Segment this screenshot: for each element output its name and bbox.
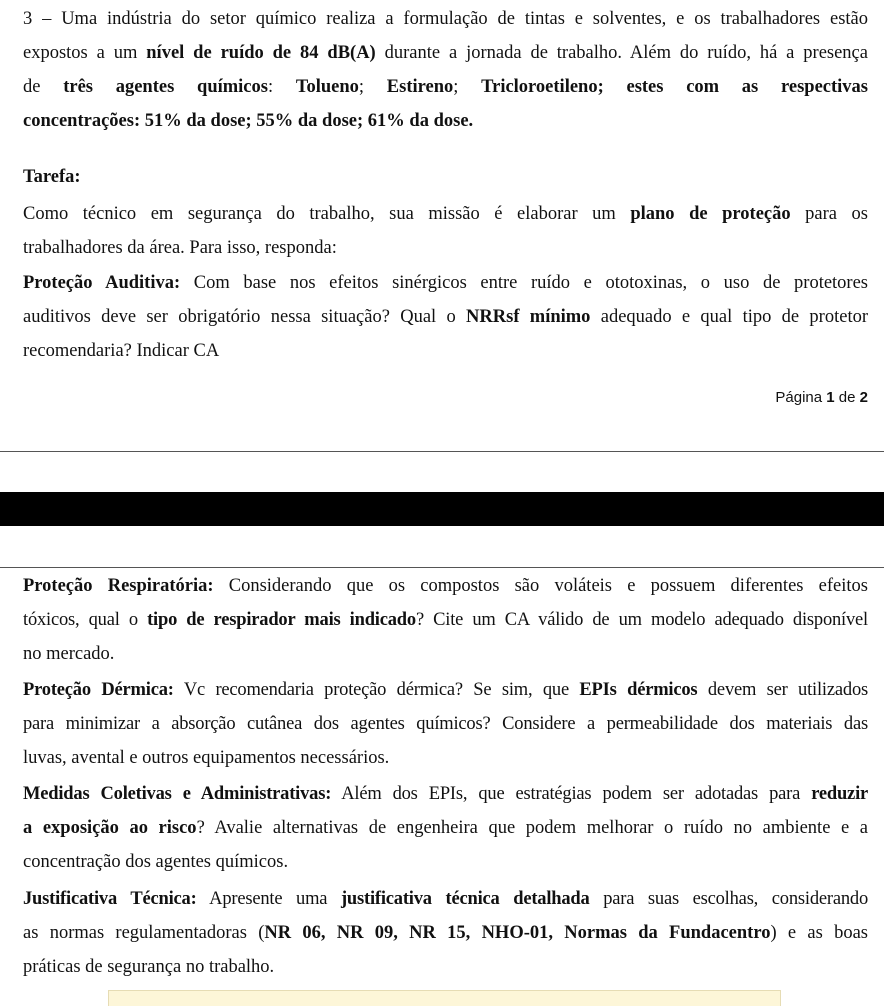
dermal-ppe: EPIs dérmicos	[579, 680, 698, 700]
question-paragraph	[23, 2, 868, 138]
justification-line-3: práticas de segurança no trabalho.	[23, 957, 275, 977]
hearing-line-2: auditivos deve ser obrigatório nessa situação? Qual o NRRsf mínimo adequado e qual tipo de protetor	[23, 307, 868, 327]
dermal-line-3: luvas, avental e outros equipamentos necessários.	[23, 748, 390, 768]
task-heading-block	[23, 160, 868, 194]
collective-line-2: a exposição ao risco? Avalie alternativas de engenheira que podem melhorar o ruído no ambiente e a	[23, 818, 868, 838]
respiratory-line-3: no mercado.	[23, 644, 115, 664]
question-line-1: 3 – Uma indústria do setor químico realiza a formulação de tintas e solventes, e os trabalhadores estão	[23, 9, 868, 29]
question-line-4	[23, 104, 868, 138]
collective-line-3: concentração dos agentes químicos.	[23, 852, 289, 872]
page-gap-bar	[0, 492, 884, 526]
respiratory-line-1: Proteção Respiratória: Considerando que os compostos são voláteis e possuem diferentes efeitos	[23, 576, 868, 596]
collective-line-1: Medidas Coletivas e Administrativas: Além dos EPIs, que estratégias podem ser adotadas para reduzir	[23, 784, 869, 804]
noise-level: nível de ruído de 84 dB(A)	[146, 43, 376, 63]
page-bottom-divider	[0, 451, 884, 452]
justification-line-1: Justificativa Técnica: Apresente uma justificativa técnica detalhada para suas escolhas, considerando	[23, 889, 868, 909]
detailed-justification: justificativa técnica detalhada	[340, 889, 590, 909]
dermal-line-1: Proteção Dérmica: Vc recomendaria proteção dérmica? Se sim, que EPIs dérmicos devem ser utilizados	[23, 680, 868, 700]
technical-justification-paragraph	[23, 882, 868, 984]
concentrations: concentrações: 51% da dose; 55% da dose; 61% da dose.	[23, 111, 474, 131]
regulatory-norms: NR 06, NR 09, NR 15, NHO-01, Normas da Fundacentro	[264, 923, 771, 943]
dermal-protection-paragraph	[23, 673, 868, 775]
task-line-2: trabalhadores da área. Para isso, responda:	[23, 238, 337, 258]
reduce-label: reduzir	[811, 784, 869, 804]
technical-justification-heading: Justificativa Técnica:	[23, 889, 197, 909]
agent-trichloroethylene: Tricloroetileno; estes com as respectivas	[481, 77, 868, 97]
task-heading: Tarefa:	[23, 167, 81, 187]
document-page-1	[0, 0, 884, 452]
collective-measures-paragraph	[23, 777, 868, 879]
task-line-1: Como técnico em segurança do trabalho, sua missão é elaborar um plano de proteção para os	[23, 204, 868, 224]
hearing-protection-heading: Proteção Auditiva:	[23, 273, 181, 293]
collective-measures-heading: Medidas Coletivas e Administrativas:	[23, 784, 332, 804]
task-paragraph	[23, 197, 868, 265]
chemical-agents-label: três agentes químicos	[63, 77, 268, 97]
question-line-3: de três agentes químicos: Tolueno; Estireno; Tricloroetileno; estes com as respectivas	[23, 77, 868, 97]
respiratory-protection-heading: Proteção Respiratória:	[23, 576, 214, 596]
hearing-line-1: Proteção Auditiva: Com base nos efeitos sinérgicos entre ruído e ototoxinas, o uso de protetores	[23, 273, 868, 293]
respiratory-protection-paragraph	[23, 569, 868, 671]
agent-styrene: Estireno	[386, 77, 454, 97]
dermal-protection-heading: Proteção Dérmica:	[23, 680, 174, 700]
highlighted-answer-box	[108, 990, 781, 1006]
risk-exposure: a exposição ao risco	[23, 818, 197, 838]
nrrsf-minimum: NRRsf mínimo	[466, 307, 591, 327]
agent-toluene: Tolueno	[295, 77, 359, 97]
protection-plan: plano de proteção	[630, 204, 791, 224]
respiratory-line-2: tóxicos, qual o tipo de respirador mais indicado? Cite um CA válido de um modelo adequado disponível	[23, 610, 868, 630]
question-line-2: expostos a um nível de ruído de 84 dB(A) durante a jornada de trabalho. Além do ruído, há a presença	[23, 43, 868, 63]
page-number-footer: Página 1 de 2	[775, 389, 868, 406]
respirator-type: tipo de respirador mais indicado	[147, 610, 416, 630]
hearing-line-3: recomendaria? Indicar CA	[23, 341, 220, 361]
dermal-line-2: para minimizar a absorção cutânea dos agentes químicos? Considere a permeabilidade dos materiais das	[23, 714, 868, 734]
justification-line-2: as normas regulamentadoras (NR 06, NR 09, NR 15, NHO-01, Normas da Fundacentro) e as boas	[23, 923, 868, 943]
hearing-protection-paragraph	[23, 266, 868, 368]
document-page-2	[0, 553, 884, 1006]
